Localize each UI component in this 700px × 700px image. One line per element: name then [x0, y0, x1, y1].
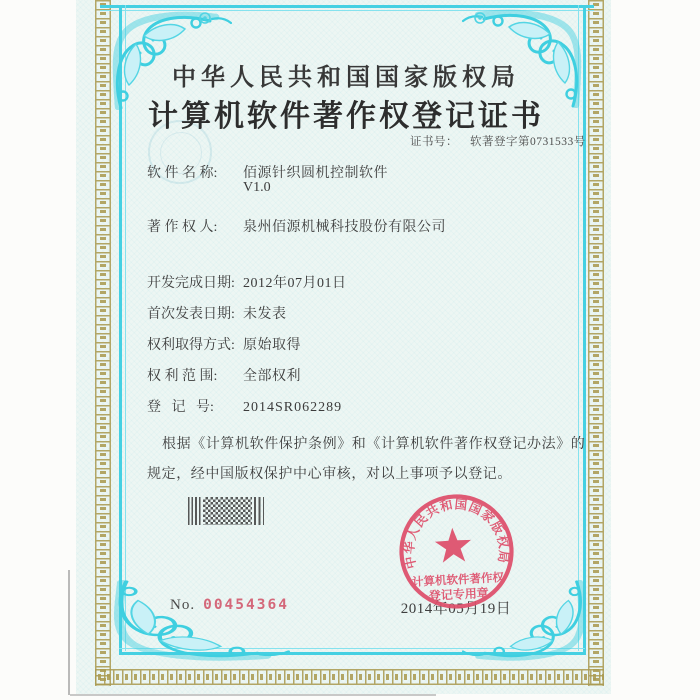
barcode-stop-bars — [254, 497, 264, 525]
field-value: 全部权利 — [243, 369, 301, 384]
corner-flourish-bottom-left-icon — [110, 580, 290, 662]
barcode — [188, 497, 264, 525]
field-label: 软 件 名 称: — [147, 166, 218, 181]
field-registration-no — [147, 396, 342, 416]
top-border-curl-icon — [198, 11, 212, 25]
field-value: 佰源针织圆机控制软件 — [243, 166, 388, 181]
field-label: 著 作 权 人: — [147, 220, 218, 235]
field-copyright-owner — [147, 216, 446, 236]
field-label: 开发完成日期: — [147, 276, 235, 291]
official-red-stamp — [391, 486, 522, 617]
scan-paper-edge-bottom — [70, 694, 436, 696]
certificate-number — [410, 133, 586, 149]
gold-meander-border-bottom — [95, 669, 604, 685]
serial-value: 00454364 — [203, 597, 289, 613]
statement-line-2: 规定，经中国版权保护中心审核，对以上事项予以登记。 — [147, 467, 512, 482]
barcode-start-bars — [188, 497, 201, 525]
field-value: 未发表 — [243, 307, 287, 322]
authority-title: 中华人民共和国国家版权局 — [172, 65, 520, 91]
field-rights-acquisition — [147, 334, 301, 354]
stamp-ring-text: 中华人民共和国国家版权局 — [402, 497, 511, 571]
field-label: 权 利 范 围: — [147, 369, 218, 384]
certificate-number-value: 软著登字第0731533号 — [470, 136, 586, 148]
red-star-icon — [434, 527, 472, 563]
field-rights-scope — [147, 365, 301, 385]
software-version: V1.0 — [243, 180, 271, 195]
stamp-line-2: 登记专用章 — [428, 585, 490, 604]
serial-label: No. — [170, 597, 196, 613]
field-label: 权利取得方式: — [147, 338, 235, 353]
field-value: 2014SR062289 — [243, 400, 343, 415]
serial-number — [170, 597, 289, 614]
field-label: 首次发表日期: — [147, 307, 235, 322]
certificate-number-label: 证书号： — [410, 136, 458, 148]
field-label: 登 记 号: — [147, 400, 214, 415]
field-software-name — [147, 162, 388, 182]
top-border-curl-icon — [473, 11, 487, 25]
field-value: 泉州佰源机械科技股份有限公司 — [243, 220, 446, 235]
certificate-title: 计算机软件著作权登记证书 — [148, 100, 544, 133]
scan-paper-edge-left — [68, 570, 70, 695]
stamp-line-1: 计算机软件著作权 — [411, 572, 505, 589]
field-dev-completion-date — [147, 272, 347, 292]
field-value: 原始取得 — [243, 338, 301, 353]
field-first-publication-date — [147, 303, 287, 323]
issue-date: 2014年05月19日 — [400, 601, 512, 617]
statement-line-1: 根据《计算机软件保护条例》和《计算机软件著作权登记办法》的 — [162, 437, 586, 452]
barcode-data-region — [203, 497, 252, 525]
field-value: 2012年07月01日 — [243, 276, 347, 291]
